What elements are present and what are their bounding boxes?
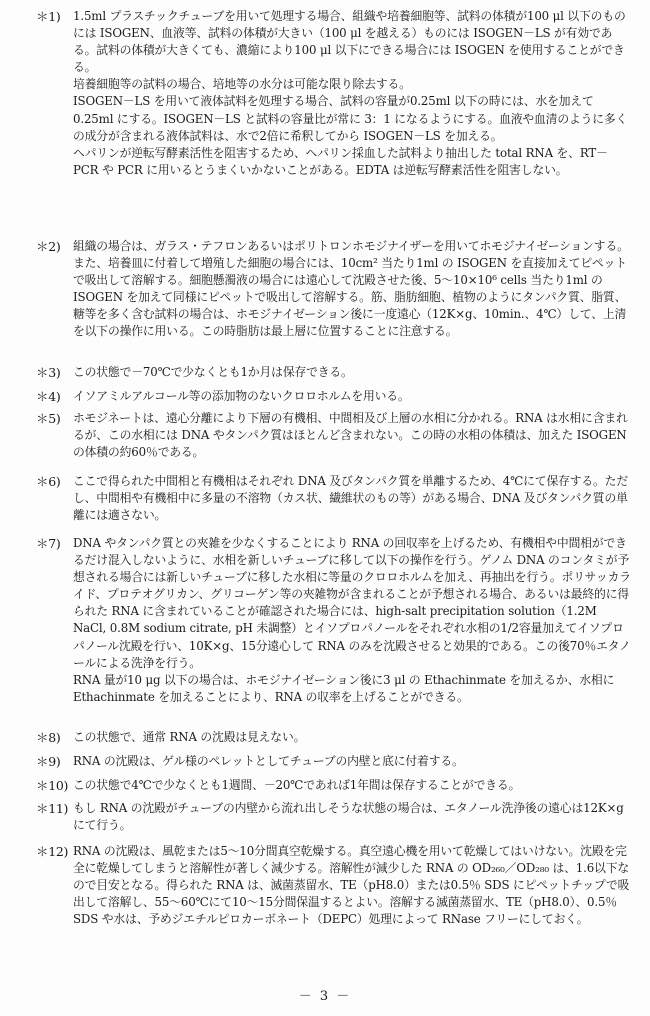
note-body (73, 473, 633, 524)
note-marker: ＊10) (36, 778, 69, 793)
note-body (73, 777, 633, 794)
note-paragraph: RNA の沈殿は、ゲル様のペレットとしてチューブの内壁と底に付着する。 (73, 754, 464, 768)
note-paragraph: 組織の場合は、ガラス・テフロンあるいはポリトロンホモジナイザーを用いてホモジナイゼーションする。また、培養皿に付着して増殖した細胞の場合には、10cm² 当たり1ml の ISOGEN を直接加えてピペットで吸出して溶解する。細胞懸濁液の場合には遠心して沈殿させた後、5～10×10⁶ cells 当たり1ml の ISOGEN を加えて同様にピペットで吸出して溶解する。筋、脂肪細胞、植物のようにタンパク質、脂質、糖等を多く含む試料の場合は、ホモジナイゼーション後に一度遠心（12K×g、10min.、4℃）して、上清を以下の操作に用いる。この時脂肪は最上層に位置することに注意する。 (73, 239, 629, 339)
note-marker: ＊8) (36, 730, 61, 745)
note-marker: ＊12) (36, 844, 69, 859)
note-paragraph: ホモジネートは、遠心分離により下層の有機相、中間相及び上層の水相に分かれる。RNA は水相に含まれるが、この水相には DNA やタンパク質はほとんど含まれない。この時の水相の体積は、加えた ISOGEN の体積の約60％である。 (73, 411, 628, 460)
note-paragraph: この状態で－70℃で少なくとも1か月は保存できる。 (73, 365, 353, 379)
note-body (73, 410, 633, 461)
note-paragraph: この状態で4℃で少なくとも1週間、－20℃であれば1年間は保存することができる。 (73, 778, 521, 792)
note-body (73, 8, 633, 179)
note-marker: ＊2) (36, 239, 61, 254)
note-marker: ＊11) (36, 801, 69, 816)
note-paragraph: RNA の沈殿は、風乾または5～10分間真空乾燥する。真空遠心機を用いて乾燥してはいけない。沈殿を完全に乾燥してしまうと溶解性が著しく減少する。溶解性が減少した RNA の OD₂₆₀／OD₂₈₀ は、1.6以下なので目安となる。得られた RNA は、滅菌蒸留水、TE（pH8.0）または0.5％ SDS にピペットチップで吸出して溶解し、55～60℃にて10～15分間保温するとよい。溶解する滅菌蒸留水、TE（pH8.0）、0.5％ SDS や水は、予めジエチルピロカーボネート（DEPC）処理によって RNase フリーにしておく。 (73, 844, 630, 927)
note-body (73, 535, 633, 706)
note-body (73, 800, 633, 834)
note-body (73, 729, 633, 746)
note-marker: ＊1) (36, 9, 61, 24)
note-marker: ＊6) (36, 474, 61, 489)
note-body (73, 753, 633, 770)
note-paragraph: この状態で、通常 RNA の沈殿は見えない。 (73, 730, 306, 744)
note-marker: ＊7) (36, 536, 61, 551)
note-paragraph: イソアミルアルコール等の添加物のないクロロホルムを用いる。 (73, 389, 410, 403)
note-paragraph: もし RNA の沈殿がチューブの内壁から流れ出しそうな状態の場合は、エタノール洗浄後の遠心は12K×g にて行う。 (73, 801, 624, 833)
note-body (73, 388, 633, 405)
note-paragraph: ヘパリンが逆転写酵素活性を阻害するため、ヘパリン採血した試料より抽出した total RNA を、RT－PCR や PCR に用いるとうまくいかないことがある。EDTA は逆転写酵素活性を阻害しない。 (73, 145, 608, 177)
note-paragraph: 1.5ml プラスチックチューブを用いて処理する場合、組織や培養細胞等、試料の体積が100 μl 以下のものには ISOGEN、血液等、試料の体積が大きい（100 μl を越える）ものには ISOGEN－LS が有効である。試料の体積が大きくても、濃縮により100 μl 以下にできる場合には ISOGEN を使用することができる。 (73, 9, 626, 75)
note-body (73, 364, 633, 381)
note-body (73, 238, 633, 341)
note-paragraph: DNA やタンパク質との夾雑を少なくすることにより RNA の回収率を上げるため、有機相や中間相ができるだけ混入しないように、水相を新しいチューブに移して以下の操作を行う。ゲノム DNA のコンタミが予想される場合には新しいチューブに移した水相に等量のクロロホルムを加え、再抽出を行う。ポリサッカライド、プロテオグリカン、グリコーゲン等の夾雑物が含まれることが予想される場合、あるいは最終的に得られた RNA に含まれていることが確認された場合には、high-salt precipitation solution（1.2M NaCl, 0.8M sodium citrate, pH 未調整）とイソプロパノールをそれぞれ水相の1/2容量加えてイソプロパノール沈殿を行い、10K×g、15分遠心して RNA のみを沈殿させると効果的である。この後70％エタノールによる洗浄を行う。 (73, 536, 631, 670)
note-paragraph: 培養細胞等の試料の場合、培地等の水分は可能な限り除去する。 (73, 77, 411, 92)
page-number: － 3 － (298, 989, 352, 1004)
note-paragraph: ISOGEN－LS を用いて液体試料を処理する場合、試料の容量が0.25ml 以下の時には、水を加えて0.25ml にする。ISOGEN－LS と試料の容量比が常に 3：1 になるようにする。血液や血清のように多くの成分が含まれる液体試料は、水で2倍に希釈してから ISOGEN－LS を加える。 (73, 94, 628, 143)
note-marker: ＊9) (36, 754, 61, 769)
note-body (73, 843, 633, 928)
note-paragraph: RNA 量が10 μg 以下の場合は、ホモジナイゼーション後に3 μl の Ethachinmate を加えるか、水相に Ethachinmate を加えることにより、RNA の収率を上げることができる。 (73, 672, 615, 704)
note-marker: ＊5) (36, 411, 61, 426)
note-marker: ＊3) (36, 365, 61, 380)
note-paragraph: ここで得られた中間相と有機相はそれぞれ DNA 及びタンパク質を単離するため、4℃にて保存する。ただし、中間相や有機相中に多量の不溶物（カス状、繊維状のもの等）がある場合、DNA 及びタンパク質の単離には適さない。 (73, 474, 628, 523)
note-marker: ＊4) (36, 389, 61, 404)
